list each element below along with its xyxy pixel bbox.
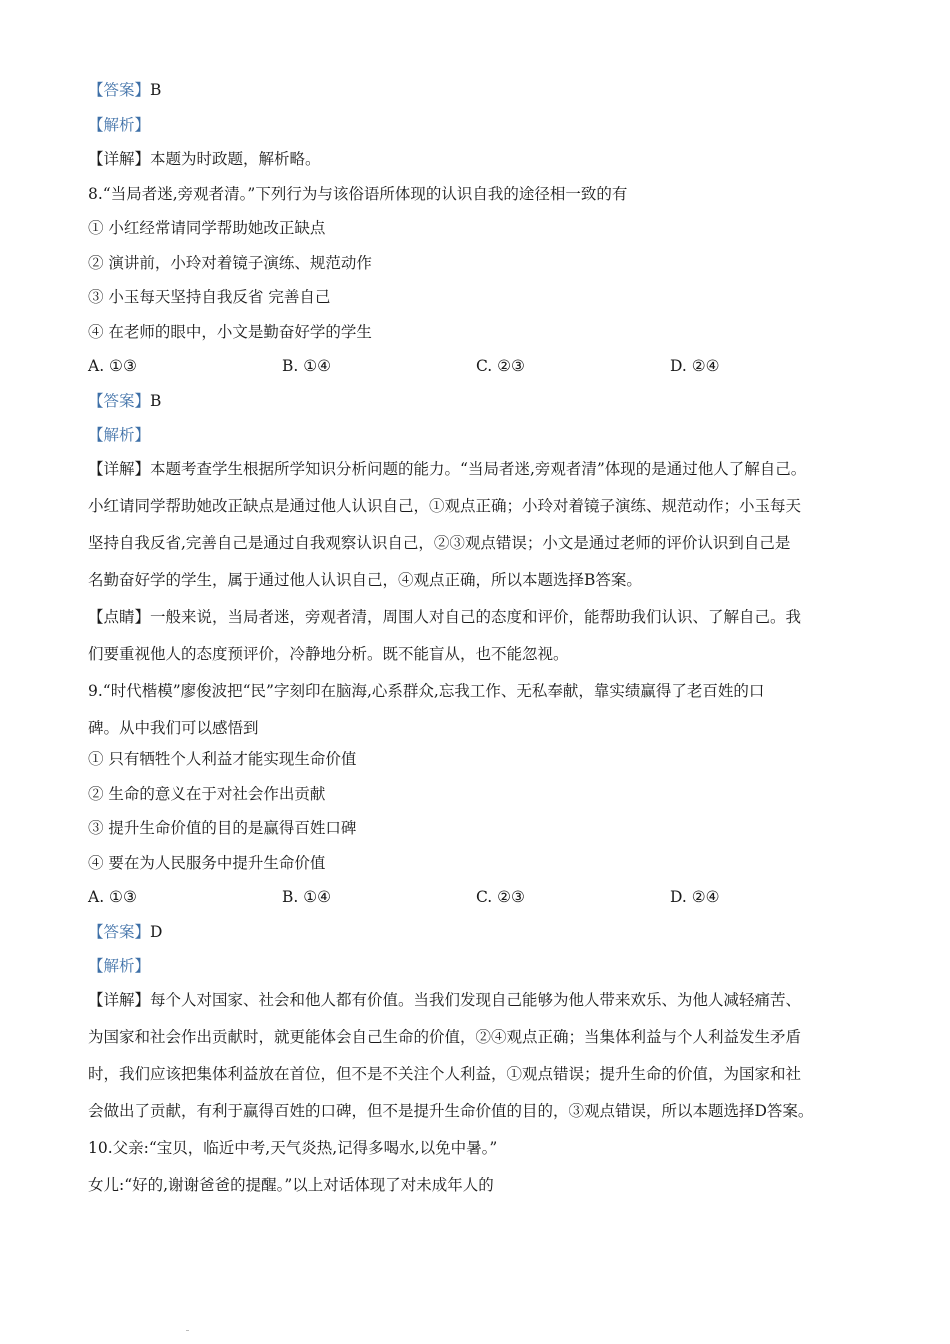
q9-analysis xyxy=(88,954,866,978)
option-d: D. ②④ xyxy=(670,357,720,375)
detail-text: 本题考查学生根据所学知识分析问题的能力。“当局者迷,旁观者清”体现的是通过他人了解自己。 xyxy=(150,460,807,478)
q9-answer xyxy=(88,920,866,944)
question-line: 碑。从中我们可以感悟到 xyxy=(88,719,259,737)
option-b: B. ①④ xyxy=(282,357,332,375)
q10-question xyxy=(88,1130,866,1204)
question-line: 女儿:“好的,谢谢爸爸的提醒。”以上对话体现了对未成年人的 xyxy=(88,1176,494,1194)
answer-value: B xyxy=(150,81,162,99)
tip-text: 一般来说，当局者迷，旁观者清，周围人对自己的态度和评价，能帮助我们认识、了解自己。我 xyxy=(150,608,802,626)
answer-label: 【答案】 xyxy=(88,81,151,99)
tip-line xyxy=(88,599,866,636)
answer-value: B xyxy=(150,391,162,410)
option-a: A. ①③ xyxy=(88,357,137,375)
analysis-label: 【解析】 xyxy=(88,426,151,444)
tip-label: 【点睛】 xyxy=(88,608,151,626)
detail-label: 【详解】 xyxy=(88,460,151,478)
answer-label: 【答案】 xyxy=(88,922,151,941)
q8-statement: ③ 小玉每天坚持自我反省 完善自己 xyxy=(88,288,331,306)
detail-line: 名勤奋好学的学生，属于通过他人认识自己，④观点正确，所以本题选择B答案。 xyxy=(88,571,642,589)
q9-statement: ④ 要在为人民服务中提升生命价值 xyxy=(88,853,326,872)
document-page xyxy=(88,78,866,1204)
detail-text: 本题为时政题，解析略。 xyxy=(150,150,321,168)
detail-label: 【详解】 xyxy=(88,150,151,168)
detail-line: 会做出了贡献，有利于赢得百姓的口碑，但不是提升生命价值的目的，③观点错误，所以本题选择D答案。 xyxy=(88,1102,814,1120)
option-d: D. ②④ xyxy=(670,888,720,906)
q9-question xyxy=(88,673,866,747)
analysis-label: 【解析】 xyxy=(88,115,151,134)
question-line: 10.父亲:“宝贝，临近中考,天气炎热,记得多喝水,以免中暑。” xyxy=(88,1139,498,1157)
q9-statement: ③ 提升生命价值的目的是赢得百姓口碑 xyxy=(88,819,357,837)
q8-answer xyxy=(88,389,866,413)
detail-label: 【详解】 xyxy=(88,991,151,1009)
q7-analysis xyxy=(88,113,866,137)
detail-line: 为国家和社会作出贡献时，就更能体会自己生命的价值，②④观点正确；当集体利益与个人利益发生矛盾 xyxy=(88,1028,802,1046)
detail-line: 小红请同学帮助她改正缺点是通过他人认识自己，①观点正确；小玲对着镜子演练、规范动作；小玉每天 xyxy=(88,497,802,515)
detail-line: 时，我们应该把集体利益放在首位，但不是不关注个人利益，①观点错误；提升生命的价值，为国家和社 xyxy=(88,1065,802,1083)
q9-options xyxy=(88,885,866,909)
q9-statement: ② 生命的意义在于对社会作出贡献 xyxy=(88,784,326,803)
detail-line xyxy=(88,451,866,488)
detail-text: 每个人对国家、社会和他人都有价值。当我们发现自己能够为他人带来欢乐、为他人减轻痛苦、 xyxy=(150,991,802,1009)
detail-line xyxy=(88,982,866,1019)
q7-answer xyxy=(88,78,866,102)
q8-statement: ① 小红经常请同学帮助她改正缺点 xyxy=(88,219,326,237)
tip-line: 们要重视他人的态度预评价，冷静地分析。既不能盲从，也不能忽视。 xyxy=(88,645,569,663)
q8-detail xyxy=(88,451,866,599)
answer-label: 【答案】 xyxy=(88,391,151,410)
option-a: A. ①③ xyxy=(88,888,137,906)
footer-mark xyxy=(186,1330,189,1331)
q8-tip xyxy=(88,599,866,673)
option-c: C. ②③ xyxy=(476,888,525,906)
q9-statement: ① 只有牺牲个人利益才能实现生命价值 xyxy=(88,750,357,768)
q8-analysis xyxy=(88,423,866,447)
q8-options xyxy=(88,354,866,378)
q8-statement: ② 演讲前，小玲对着镜子演练、规范动作 xyxy=(88,253,372,272)
analysis-label: 【解析】 xyxy=(88,957,151,975)
answer-value: D xyxy=(150,922,163,941)
q9-detail xyxy=(88,982,866,1130)
option-b: B. ①④ xyxy=(282,888,332,906)
q7-detail xyxy=(88,147,866,171)
q8-statement: ④ 在老师的眼中，小文是勤奋好学的学生 xyxy=(88,322,372,341)
question-line: 9.“时代楷模”廖俊波把“民”字刻印在脑海,心系群众,忘我工作、无私奉献，靠实绩赢得了老百姓的口 xyxy=(88,682,765,700)
q8-question: 8.“当局者迷,旁观者清。”下列行为与该俗语所体现的认识自我的途径相一致的有 xyxy=(88,184,628,203)
option-c: C. ②③ xyxy=(476,357,525,375)
detail-line: 坚持自我反省,完善自己是通过自我观察认识自己，②③观点错误；小文是通过老师的评价认识到自己是 xyxy=(88,534,791,552)
